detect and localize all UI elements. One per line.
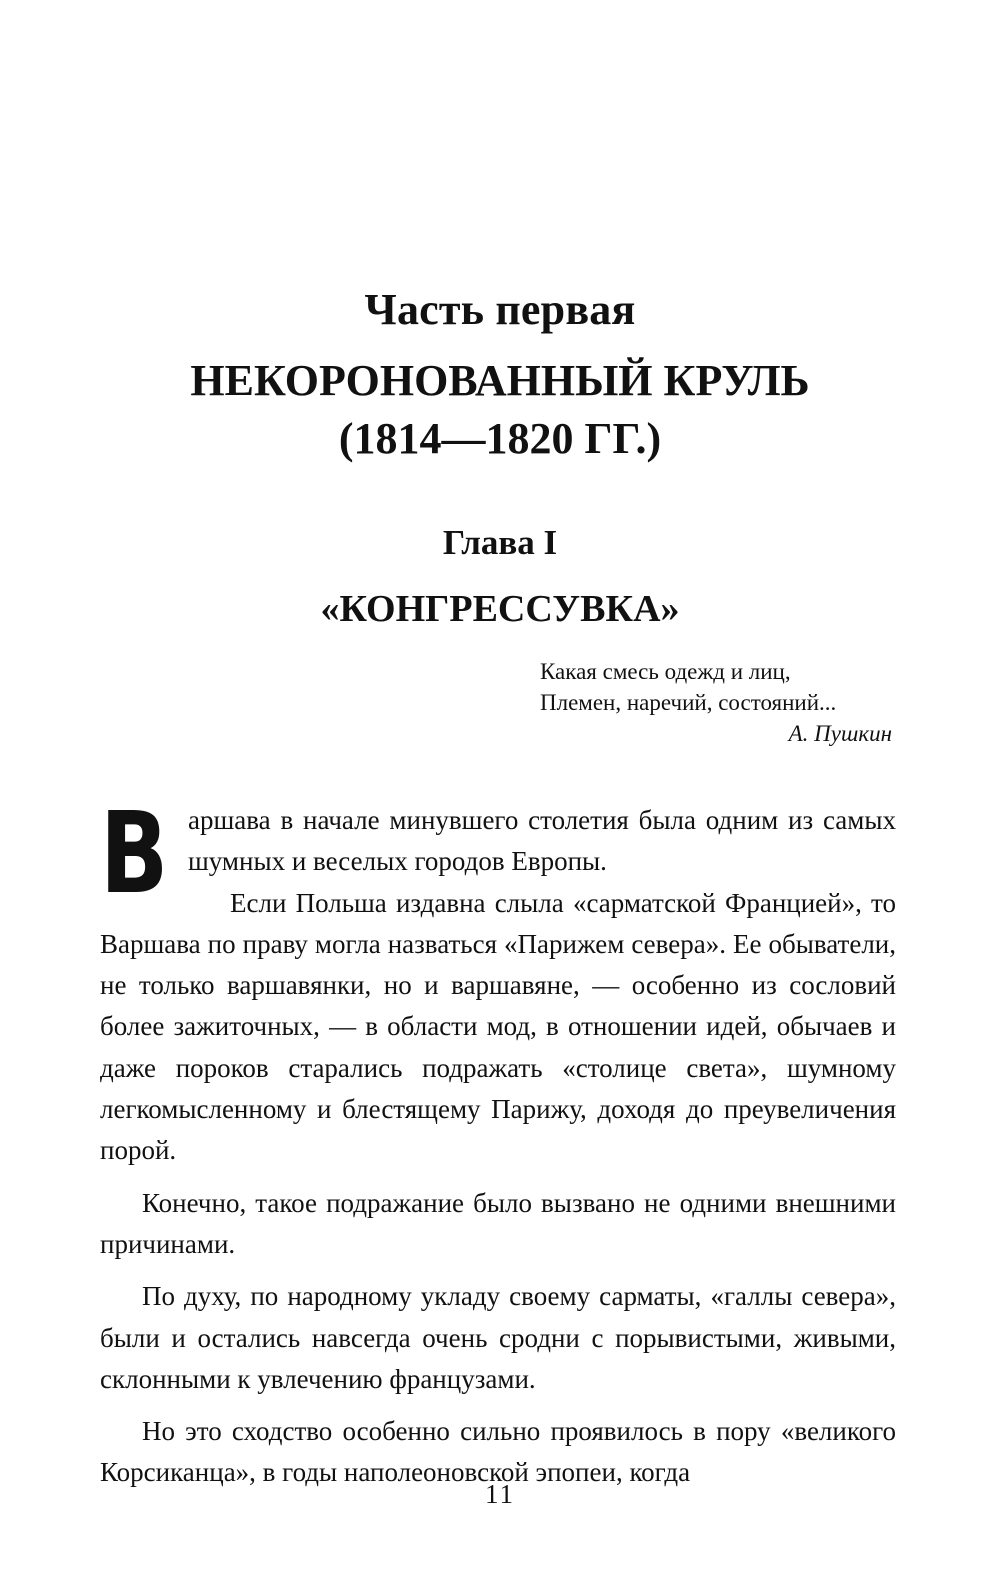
chapter-title: «КОНГРЕССУВКА»: [320, 588, 680, 630]
paragraph-2: Если Польша издавна слыла «сарматской Францией», то Варшава по праву могла назваться «Парижем севера». Ее обыватели, не только варшавянки, но и варшавяне, — особенно из сословий более зажиточных, — в области мод, в отношении идей, обычаев и даже пороков старались подражать «столице света», шумному легкомысленному и блестящему Парижу, доходя до преувеличения порой.: [100, 887, 896, 1166]
part-label: Часть первая: [364, 285, 636, 334]
part-title-line-1: НЕКОРОНОВАННЫЙ КРУЛЬ: [190, 356, 810, 405]
epigraph: [540, 656, 900, 749]
paragraph-4: По духу, по народному укладу своему сарматы, «галлы севера», были и остались навсегда очень сродни с порывистыми, живыми, склонными к увлечению французами.: [100, 1281, 896, 1394]
epigraph-line-2: Племен, наречий, состояний...: [540, 690, 837, 715]
part-title-years: (1814—1820 ГГ.): [338, 414, 662, 463]
paragraph-3: Конечно, такое подражание было вызвано не одними внешними причинами.: [100, 1187, 896, 1259]
paragraph-1-text: аршава в начале минувшего столетия была одним из самых шумных и веселых городов Европы.: [188, 805, 896, 877]
epigraph-line-1: Какая смесь одежд и лиц,: [540, 659, 791, 684]
drop-cap: В: [100, 789, 169, 919]
paragraph-5: Но это сходство особенно сильно проявилось в пору «великого Корсиканца», в годы наполеоновской эпопеи, когда: [100, 1416, 896, 1488]
chapter-body: [100, 789, 896, 1494]
epigraph-author: А. Пушкин: [788, 721, 892, 746]
paragraph-1: [100, 789, 896, 919]
part-title: [0, 352, 1000, 468]
page-number: 11: [485, 1479, 515, 1509]
chapter-number: Глава I: [442, 523, 558, 562]
